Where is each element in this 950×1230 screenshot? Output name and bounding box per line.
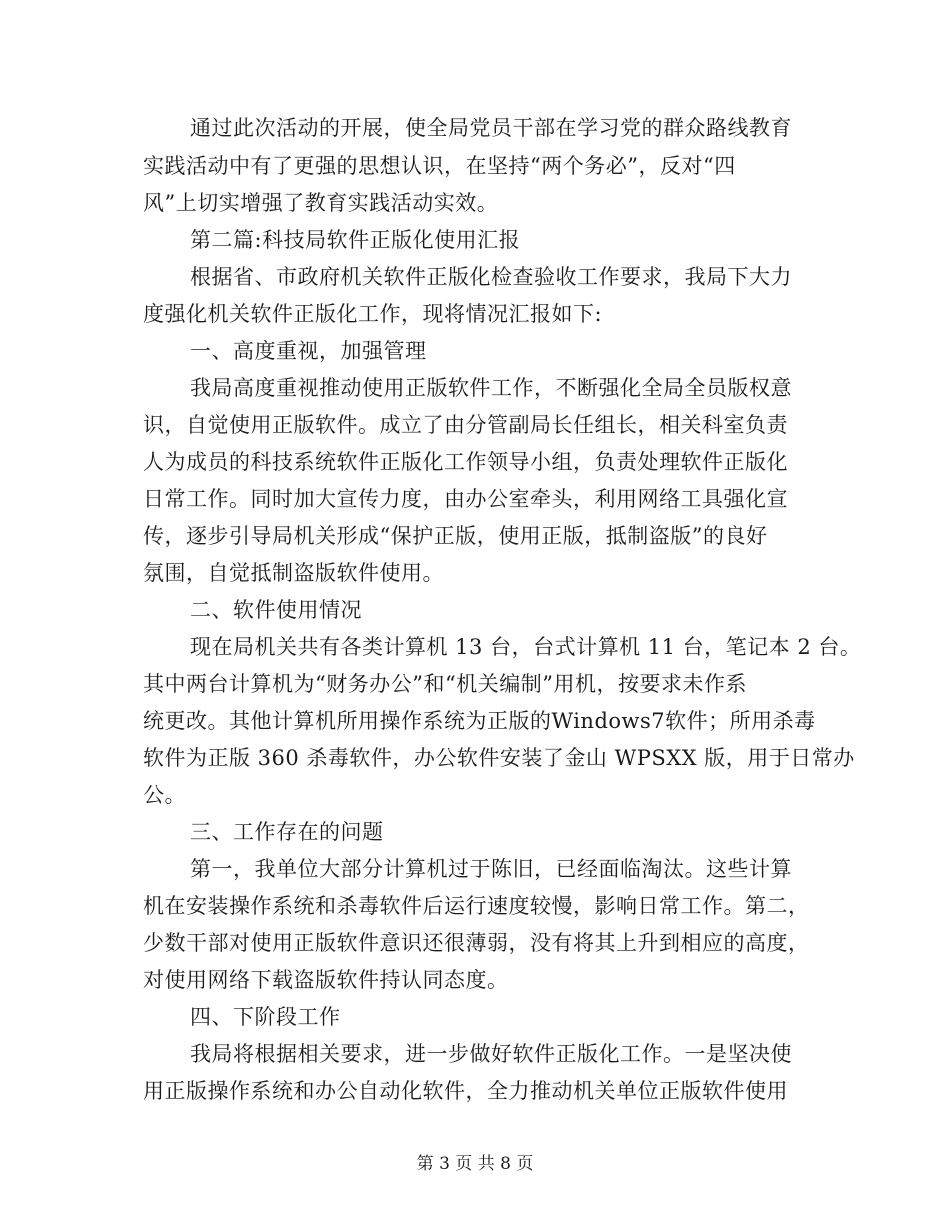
paragraph-line: 传，逐步引导局机关形成“保护正版，使用正版，抵制盗版”的良好 — [143, 524, 768, 548]
section-heading: 四、下阶段工作 — [190, 1005, 341, 1029]
paragraph-line: 实践活动中有了更强的思想认识，在坚持“两个务必”，反对“四 — [143, 154, 736, 178]
paragraph-line: 对使用网络下载盗版软件持认同态度。 — [143, 968, 509, 992]
paragraph-line: 机在安装操作系统和杀毒软件后运行速度较慢，影响日常工作。第二， — [143, 894, 810, 918]
section-heading: 二、软件使用情况 — [190, 598, 362, 622]
section-title: 第二篇:科技局软件正版化使用汇报 — [190, 228, 521, 252]
paragraph-line: 软件为正版 360 杀毒软件，办公软件安装了金山 WPSXX 版，用于日常办 — [143, 746, 855, 770]
paragraph-line: 少数干部对使用正版软件意识还很薄弱，没有将其上升到相应的高度， — [143, 931, 810, 955]
paragraph-line: 其中两台计算机为“财务办公”和“机关编制”用机，按要求未作系 — [143, 672, 747, 696]
paragraph-line: 人为成员的科技系统软件正版化工作领导小组，负责处理软件正版化 — [143, 450, 788, 474]
paragraph-line: 识，自觉使用正版软件。成立了由分管副局长任组长，相关科室负责 — [143, 413, 788, 437]
section-heading: 一、高度重视，加强管理 — [190, 339, 427, 363]
paragraph-line: 现在局机关共有各类计算机 13 台，台式计算机 11 台，笔记本 2 台。 — [190, 635, 862, 659]
page-number-footer: 第 3 页 共 8 页 — [416, 1154, 534, 1174]
paragraph-line: 我局高度重视推动使用正版软件工作，不断强化全局全员版权意 — [190, 376, 792, 400]
section-heading: 三、工作存在的问题 — [190, 820, 384, 844]
paragraph-line: 第一，我单位大部分计算机过于陈旧，已经面临淘汰。这些计算 — [190, 857, 792, 881]
paragraph-line: 日常工作。同时加大宣传力度，由办公室牵头，利用网络工具强化宣 — [143, 487, 788, 511]
paragraph-line: 公。 — [143, 783, 186, 807]
paragraph-line: 根据省、市政府机关软件正版化检查验收工作要求，我局下大力 — [190, 265, 792, 289]
paragraph-line: 度强化机关软件正版化工作，现将情况汇报如下: — [143, 302, 603, 326]
paragraph-line: 统更改。其他计算机所用操作系统为正版的Windows7软件；所用杀毒 — [143, 709, 816, 733]
paragraph-line: 氛围，自觉抵制盗版软件使用。 — [143, 561, 444, 585]
paragraph-line: 用正版操作系统和办公自动化软件，全力推动机关单位正版软件使用 — [143, 1079, 788, 1103]
paragraph-line: 我局将根据相关要求，进一步做好软件正版化工作。一是坚决使 — [190, 1042, 792, 1066]
paragraph-line: 通过此次活动的开展，使全局党员干部在学习党的群众路线教育 — [190, 116, 792, 140]
paragraph-line: 风”上切实增强了教育实践活动实效。 — [143, 191, 499, 215]
